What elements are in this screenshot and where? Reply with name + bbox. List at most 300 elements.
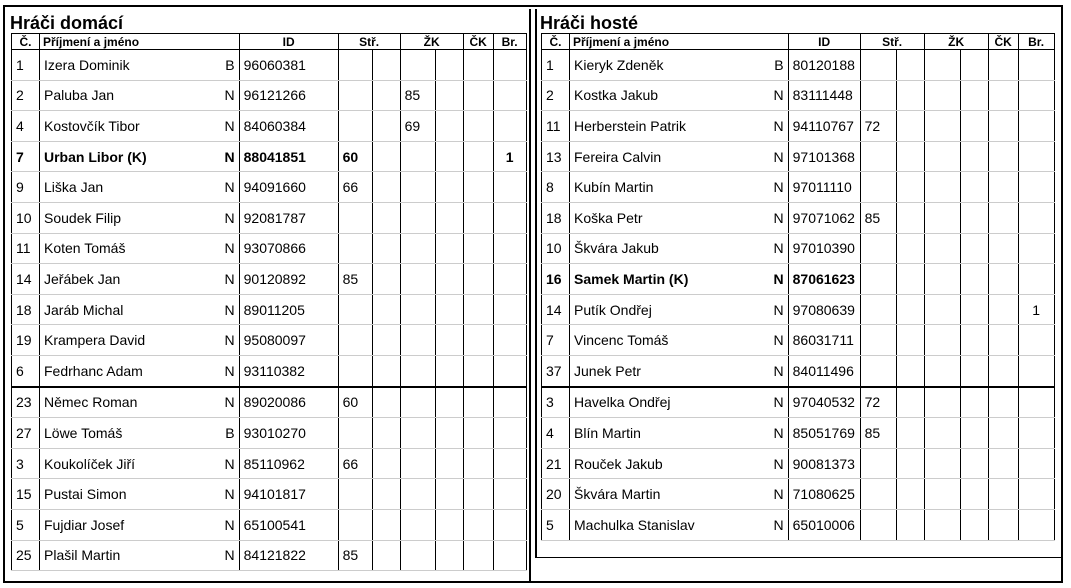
player-zk [924, 172, 960, 203]
player-name: Pustai Simon [40, 479, 221, 510]
player-number: 14 [542, 294, 570, 325]
player-id: 97040532 [788, 387, 860, 418]
player-type: N [770, 294, 789, 325]
player-row [12, 294, 527, 325]
player-number: 16 [542, 264, 570, 295]
player-number: 27 [12, 418, 40, 449]
player-id: 97011110 [788, 172, 860, 203]
player-number: 1 [542, 50, 570, 81]
player-name: Škvára Jakub [570, 233, 770, 264]
player-str-extra [896, 387, 924, 418]
player-row [542, 387, 1055, 418]
player-number: 10 [542, 233, 570, 264]
player-name: Urban Libor (K) [40, 141, 221, 172]
player-id: 93110382 [239, 355, 338, 386]
player-row [542, 202, 1055, 233]
player-str-extra [372, 479, 400, 510]
player-type: N [221, 141, 240, 172]
player-name: Liška Jan [40, 172, 221, 203]
player-br: 1 [493, 141, 526, 172]
player-zk [924, 479, 960, 510]
player-str-extra [896, 418, 924, 449]
player-str-extra [896, 479, 924, 510]
player-br [1018, 202, 1054, 233]
player-type: N [221, 479, 240, 510]
player-row [542, 264, 1055, 295]
player-br [1018, 418, 1054, 449]
player-name: Machulka Stanislav [570, 509, 770, 540]
player-zk-extra [435, 448, 463, 479]
player-row [542, 418, 1055, 449]
player-name: Jaráb Michal [40, 294, 221, 325]
player-name: Fereira Calvin [570, 141, 770, 172]
player-id: 96121266 [239, 80, 338, 111]
player-number: 15 [12, 479, 40, 510]
home-players-body [12, 50, 527, 571]
match-sheet [3, 5, 1063, 583]
player-str-extra [372, 418, 400, 449]
player-zk [400, 540, 435, 571]
player-row [12, 141, 527, 172]
player-str-extra [372, 294, 400, 325]
player-ck [988, 233, 1018, 264]
player-number: 3 [542, 387, 570, 418]
player-str-extra [896, 509, 924, 540]
player-type: N [770, 355, 789, 386]
player-number: 11 [542, 111, 570, 142]
player-ck [463, 387, 493, 418]
player-zk-extra [960, 80, 988, 111]
col-name-header: Příjmení a jméno [40, 34, 221, 50]
player-name: Kostovčík Tibor [40, 111, 221, 142]
player-str-extra [896, 325, 924, 356]
player-id: 84060384 [239, 111, 338, 142]
player-id: 83111448 [788, 80, 860, 111]
player-name: Plašil Martin [40, 540, 221, 571]
player-number: 7 [542, 325, 570, 356]
player-number: 37 [542, 355, 570, 386]
player-ck [463, 325, 493, 356]
player-type: N [770, 80, 789, 111]
player-zk [400, 448, 435, 479]
player-zk-extra [435, 233, 463, 264]
player-number: 3 [12, 448, 40, 479]
player-name: Putík Ondřej [570, 294, 770, 325]
player-number: 10 [12, 202, 40, 233]
player-str-extra [372, 80, 400, 111]
player-ck [988, 172, 1018, 203]
player-id: 84011496 [788, 355, 860, 386]
player-name: Junek Petr [570, 355, 770, 386]
col-id-header: ID [788, 34, 860, 50]
player-row [12, 448, 527, 479]
player-zk-extra [960, 325, 988, 356]
player-str [860, 264, 896, 295]
player-br [1018, 479, 1054, 510]
col-ck-header: ČK [463, 34, 493, 50]
player-ck [988, 355, 1018, 386]
player-zk [400, 355, 435, 386]
player-ck [988, 264, 1018, 295]
player-name: Löwe Tomáš [40, 418, 221, 449]
player-zk-extra [960, 355, 988, 386]
player-str-extra [896, 141, 924, 172]
player-row [12, 172, 527, 203]
player-ck [988, 448, 1018, 479]
player-name: Paluba Jan [40, 80, 221, 111]
player-zk-extra [960, 111, 988, 142]
player-row [12, 202, 527, 233]
away-title: Hráči hosté [540, 13, 639, 33]
player-br [1018, 325, 1054, 356]
player-ck [463, 479, 493, 510]
player-str-extra [896, 233, 924, 264]
player-zk [924, 233, 960, 264]
player-type: N [770, 418, 789, 449]
player-id: 84121822 [239, 540, 338, 571]
player-zk [400, 418, 435, 449]
player-type: B [221, 418, 240, 449]
player-br [493, 479, 526, 510]
player-type: N [770, 509, 789, 540]
player-row [542, 233, 1055, 264]
player-zk [400, 50, 435, 81]
player-zk [400, 233, 435, 264]
player-zk: 69 [400, 111, 435, 142]
player-id: 97071062 [788, 202, 860, 233]
player-str-extra [896, 50, 924, 81]
player-ck [988, 80, 1018, 111]
player-br [493, 202, 526, 233]
player-zk-extra [960, 202, 988, 233]
player-row [542, 509, 1055, 540]
player-number: 2 [12, 80, 40, 111]
player-row [12, 355, 527, 386]
player-ck [988, 479, 1018, 510]
player-br [493, 540, 526, 571]
player-ck [463, 448, 493, 479]
player-row [12, 387, 527, 418]
player-ck [988, 141, 1018, 172]
player-row [12, 418, 527, 449]
col-no-header: Č. [542, 34, 570, 50]
player-zk [924, 355, 960, 386]
player-id: 94091660 [239, 172, 338, 203]
player-name: Kubín Martin [570, 172, 770, 203]
player-name: Němec Roman [40, 387, 221, 418]
player-id: 85051769 [788, 418, 860, 449]
player-zk-extra [960, 233, 988, 264]
player-ck [988, 202, 1018, 233]
player-number: 4 [12, 111, 40, 142]
player-type: N [221, 355, 240, 386]
player-number: 25 [12, 540, 40, 571]
player-row [542, 355, 1055, 386]
player-row [12, 50, 527, 81]
player-str-extra [896, 172, 924, 203]
player-br [1018, 355, 1054, 386]
player-br [493, 264, 526, 295]
player-type: N [221, 233, 240, 264]
player-type: B [770, 50, 789, 81]
player-ck [988, 294, 1018, 325]
player-str-extra [372, 172, 400, 203]
player-str: 72 [860, 387, 896, 418]
player-name: Jeřábek Jan [40, 264, 221, 295]
player-br [1018, 509, 1054, 540]
player-row [12, 509, 527, 540]
player-row [12, 540, 527, 571]
player-id: 65010006 [788, 509, 860, 540]
player-number: 7 [12, 141, 40, 172]
player-row [542, 325, 1055, 356]
player-ck [463, 294, 493, 325]
player-name: Herberstein Patrik [570, 111, 770, 142]
player-ck [463, 264, 493, 295]
player-br [493, 509, 526, 540]
player-ck [463, 50, 493, 81]
player-zk-extra [435, 509, 463, 540]
player-name: Izera Dominik [40, 50, 221, 81]
player-name: Koška Petr [570, 202, 770, 233]
player-row [542, 294, 1055, 325]
home-title: Hráči domácí [10, 13, 124, 33]
player-zk-extra [435, 80, 463, 111]
player-row [542, 172, 1055, 203]
player-zk [924, 264, 960, 295]
player-number: 11 [12, 233, 40, 264]
player-id: 97101368 [788, 141, 860, 172]
player-name: Samek Martin (K) [570, 264, 770, 295]
player-row [12, 80, 527, 111]
col-id-header: ID [239, 34, 338, 50]
player-ck [463, 355, 493, 386]
player-type: N [221, 80, 240, 111]
player-str: 85 [860, 418, 896, 449]
player-str-extra [372, 540, 400, 571]
player-str [860, 50, 896, 81]
player-zk-extra [435, 540, 463, 571]
player-id: 97080639 [788, 294, 860, 325]
player-br: 1 [1018, 294, 1054, 325]
player-str: 85 [860, 202, 896, 233]
player-zk-extra [435, 50, 463, 81]
player-row [542, 80, 1055, 111]
player-name: Soudek Filip [40, 202, 221, 233]
player-ck [463, 141, 493, 172]
player-name: Kostka Jakub [570, 80, 770, 111]
player-br [1018, 233, 1054, 264]
player-br [1018, 172, 1054, 203]
col-br-header: Br. [493, 34, 526, 50]
player-id: 95080097 [239, 325, 338, 356]
player-zk-extra [435, 355, 463, 386]
player-br [493, 111, 526, 142]
player-zk-extra [960, 509, 988, 540]
col-type-header [770, 34, 789, 50]
player-ck [988, 325, 1018, 356]
player-str-extra [372, 509, 400, 540]
player-str: 60 [338, 387, 372, 418]
player-ck [463, 233, 493, 264]
player-str [338, 509, 372, 540]
home-header-row [12, 34, 527, 50]
player-id: 87061623 [788, 264, 860, 295]
player-zk-extra [435, 141, 463, 172]
player-br [1018, 50, 1054, 81]
player-number: 1 [12, 50, 40, 81]
player-br [1018, 387, 1054, 418]
col-zk-header: ŽK [924, 34, 988, 50]
player-number: 4 [542, 418, 570, 449]
player-br [1018, 448, 1054, 479]
player-type: N [770, 202, 789, 233]
player-type: B [221, 50, 240, 81]
player-zk-extra [960, 418, 988, 449]
player-id: 94110767 [788, 111, 860, 142]
player-str [338, 233, 372, 264]
player-ck [988, 50, 1018, 81]
player-row [542, 50, 1055, 81]
player-ck [463, 111, 493, 142]
player-str [860, 294, 896, 325]
home-players-panel [7, 9, 531, 581]
player-br [493, 448, 526, 479]
player-id: 97010390 [788, 233, 860, 264]
player-zk [400, 479, 435, 510]
player-row [12, 233, 527, 264]
player-str-extra [372, 50, 400, 81]
player-type: N [221, 387, 240, 418]
player-number: 14 [12, 264, 40, 295]
player-str-extra [372, 111, 400, 142]
player-str [860, 509, 896, 540]
player-br [493, 325, 526, 356]
player-ck [463, 509, 493, 540]
player-br [1018, 141, 1054, 172]
player-str-extra [372, 355, 400, 386]
player-type: N [770, 172, 789, 203]
player-zk: 85 [400, 80, 435, 111]
player-str: 66 [338, 172, 372, 203]
player-br [1018, 111, 1054, 142]
player-type: N [770, 387, 789, 418]
player-zk-extra [435, 294, 463, 325]
player-zk [400, 172, 435, 203]
player-name: Vincenc Tomáš [570, 325, 770, 356]
player-zk [400, 294, 435, 325]
player-str-extra [896, 264, 924, 295]
player-ck [463, 202, 493, 233]
player-type: N [221, 294, 240, 325]
player-zk-extra [435, 418, 463, 449]
col-type-header [221, 34, 240, 50]
player-str-extra [896, 448, 924, 479]
col-no-header: Č. [12, 34, 40, 50]
player-str [860, 80, 896, 111]
player-id: 71080625 [788, 479, 860, 510]
player-zk-extra [435, 264, 463, 295]
player-number: 13 [542, 141, 570, 172]
player-ck [988, 418, 1018, 449]
player-br [1018, 80, 1054, 111]
player-type: N [770, 479, 789, 510]
player-ck [463, 540, 493, 571]
player-number: 18 [12, 294, 40, 325]
player-str-extra [896, 294, 924, 325]
player-name: Krampera David [40, 325, 221, 356]
player-br [493, 80, 526, 111]
player-ck [988, 509, 1018, 540]
player-name: Koten Tomáš [40, 233, 221, 264]
player-zk [400, 141, 435, 172]
player-row [12, 325, 527, 356]
player-str [338, 479, 372, 510]
player-str [338, 294, 372, 325]
player-zk [924, 141, 960, 172]
col-br-header: Br. [1018, 34, 1054, 50]
player-name: Blín Martin [570, 418, 770, 449]
player-number: 9 [12, 172, 40, 203]
player-name: Havelka Ondřej [570, 387, 770, 418]
player-zk [924, 325, 960, 356]
player-str [860, 233, 896, 264]
player-str [338, 325, 372, 356]
player-str [338, 50, 372, 81]
away-players-body [542, 50, 1055, 541]
player-row [542, 111, 1055, 142]
player-name: Škvára Martin [570, 479, 770, 510]
player-id: 89020086 [239, 387, 338, 418]
player-id: 85110962 [239, 448, 338, 479]
away-players-panel [535, 9, 1063, 558]
player-type: N [770, 448, 789, 479]
player-row [542, 479, 1055, 510]
away-players-table [541, 33, 1055, 541]
player-zk [400, 509, 435, 540]
player-str [338, 202, 372, 233]
player-br [1018, 264, 1054, 295]
player-type: N [770, 233, 789, 264]
player-br [493, 355, 526, 386]
col-str-header: Stř. [338, 34, 400, 50]
player-type: N [221, 111, 240, 142]
player-br [493, 233, 526, 264]
col-ck-header: ČK [988, 34, 1018, 50]
player-name: Fedrhanc Adam [40, 355, 221, 386]
player-br [493, 418, 526, 449]
player-str [860, 355, 896, 386]
player-ck [463, 172, 493, 203]
player-number: 8 [542, 172, 570, 203]
player-type: N [770, 141, 789, 172]
player-zk-extra [435, 111, 463, 142]
player-name: Koukolíček Jiří [40, 448, 221, 479]
player-zk-extra [435, 325, 463, 356]
player-type: N [221, 202, 240, 233]
player-str: 85 [338, 540, 372, 571]
player-type: N [221, 540, 240, 571]
player-row [542, 448, 1055, 479]
player-id: 65100541 [239, 509, 338, 540]
player-zk [924, 80, 960, 111]
player-str-extra [896, 111, 924, 142]
player-id: 86031711 [788, 325, 860, 356]
player-str [860, 141, 896, 172]
player-str-extra [372, 202, 400, 233]
player-number: 6 [12, 355, 40, 386]
player-number: 5 [542, 509, 570, 540]
